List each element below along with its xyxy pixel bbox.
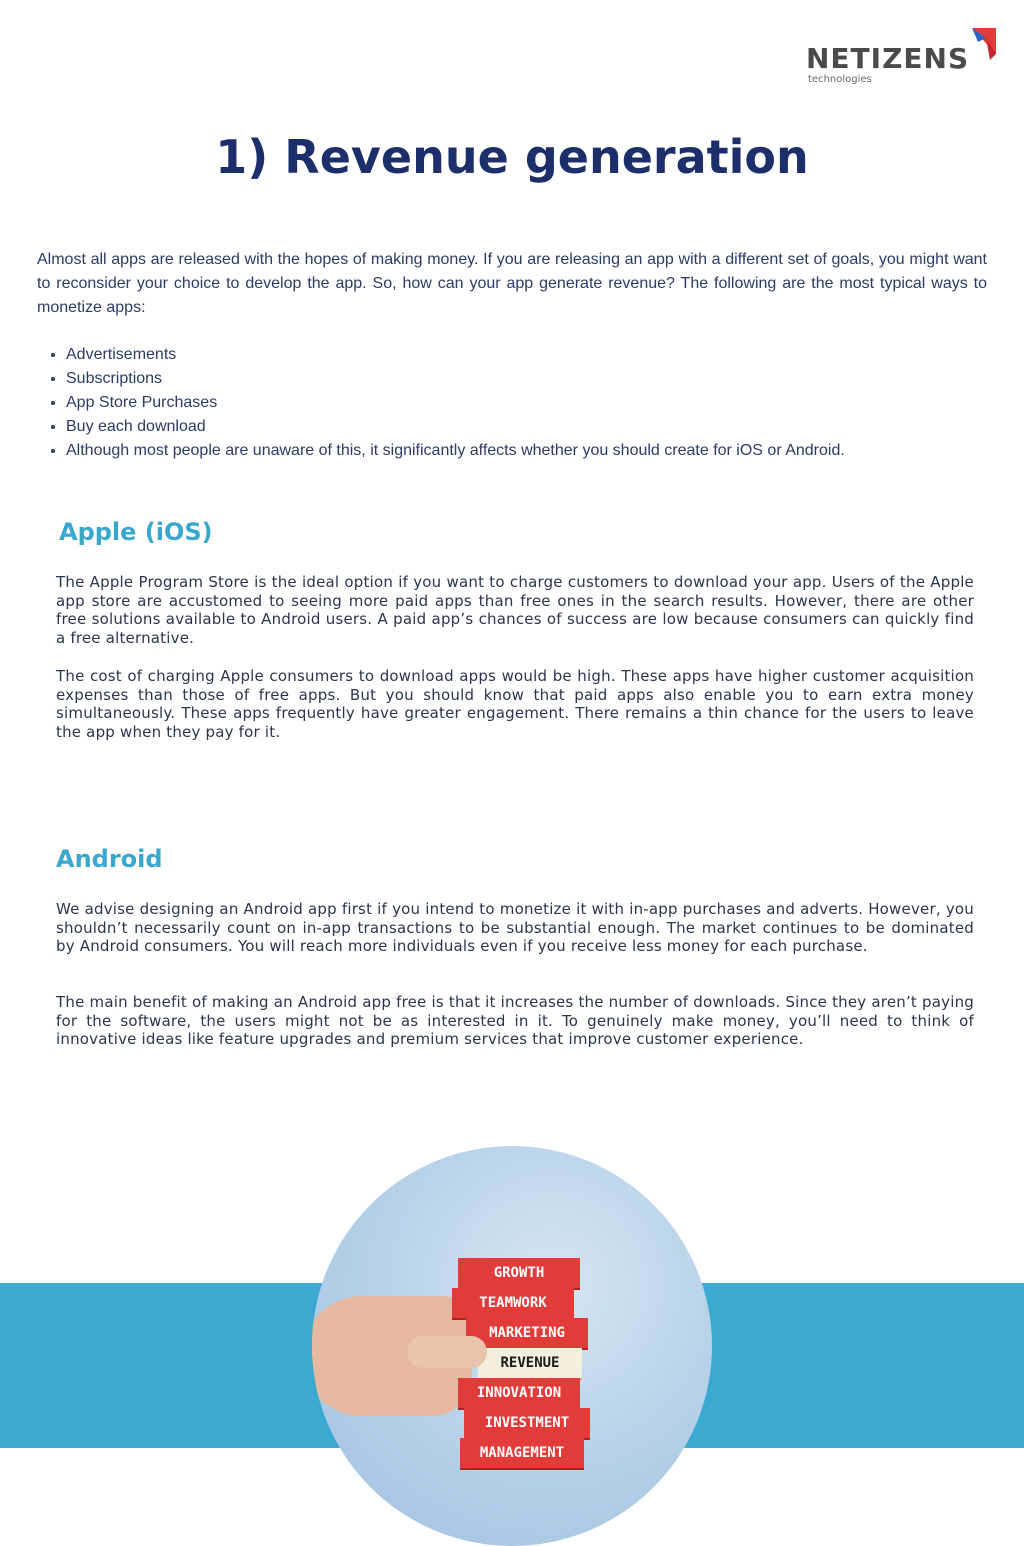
brand-logo [806, 28, 996, 88]
intro-paragraph: Almost all apps are released with the hopes of making money. If you are releasing an app with a different set of goals, you might want to reconsider your choice to develop the app. So, how can your app generate revenue? The following are the most typical ways to monetize apps: [37, 251, 987, 316]
page-title: 1) Revenue generation [215, 130, 809, 184]
block-innovation: INNOVATION [458, 1378, 580, 1408]
brand-mark-icon [968, 28, 996, 60]
list-item: • App Store Purchases [66, 391, 1024, 415]
brand-name: NETIZENS [806, 42, 970, 75]
list-item: • Buy each download [66, 415, 1024, 439]
list-item: • Subscriptions [66, 367, 1024, 391]
android-heading: Android [56, 845, 163, 873]
revenue-blocks-image [312, 1146, 712, 1546]
block-growth: GROWTH [458, 1258, 580, 1288]
block-revenue: REVENUE [478, 1348, 582, 1378]
finger-shape [407, 1336, 487, 1368]
monetization-list [37, 343, 1024, 463]
apple-paragraph-2: The cost of charging Apple consumers to download apps would be high. These apps have higher customer acquisition expenses than those of free apps. But you should know that paid apps also enable you to earn extra money simultaneously. These apps frequently have greater engagement. There remains a thin chance for the users to leave the app when they pay for it. [56, 667, 974, 741]
block-investment: INVESTMENT [464, 1408, 590, 1438]
block-marketing: MARKETING [466, 1318, 588, 1348]
list-item: • Although most people are unaware of this, it significantly affects whether you should create for iOS or Android. [66, 439, 1024, 463]
apple-heading: Apple (iOS) [59, 518, 213, 546]
android-paragraph-2: The main benefit of making an Android app free is that it increases the number of downloads. Since they aren’t paying for the software, the users might not be as interested in it. To genuinely make money, you’ll need to think of innovative ideas like feature upgrades and premium services that improve customer experience. [56, 993, 974, 1049]
android-paragraph-1: We advise designing an Android app first if you intend to monetize it with in-app purchases and adverts. However, you shouldn’t necessarily count on in-app transactions to be substantial enough. The market continues to be dominated by Android consumers. You will reach more individuals even if you receive less money for each purchase. [56, 900, 974, 956]
brand-tagline: technologies [808, 74, 872, 85]
block-teamwork: TEAMWORK [452, 1288, 574, 1318]
block-management: MANAGEMENT [460, 1438, 584, 1468]
apple-paragraph-1: The Apple Program Store is the ideal option if you want to charge customers to download your app. Users of the Apple app store are accustomed to seeing more paid apps than free ones in the search results. However, there are other free solutions available to Android users. A paid app’s chances of success are low because consumers can quickly find a free alternative. [56, 573, 974, 647]
list-item: • Advertisements [66, 343, 1024, 367]
